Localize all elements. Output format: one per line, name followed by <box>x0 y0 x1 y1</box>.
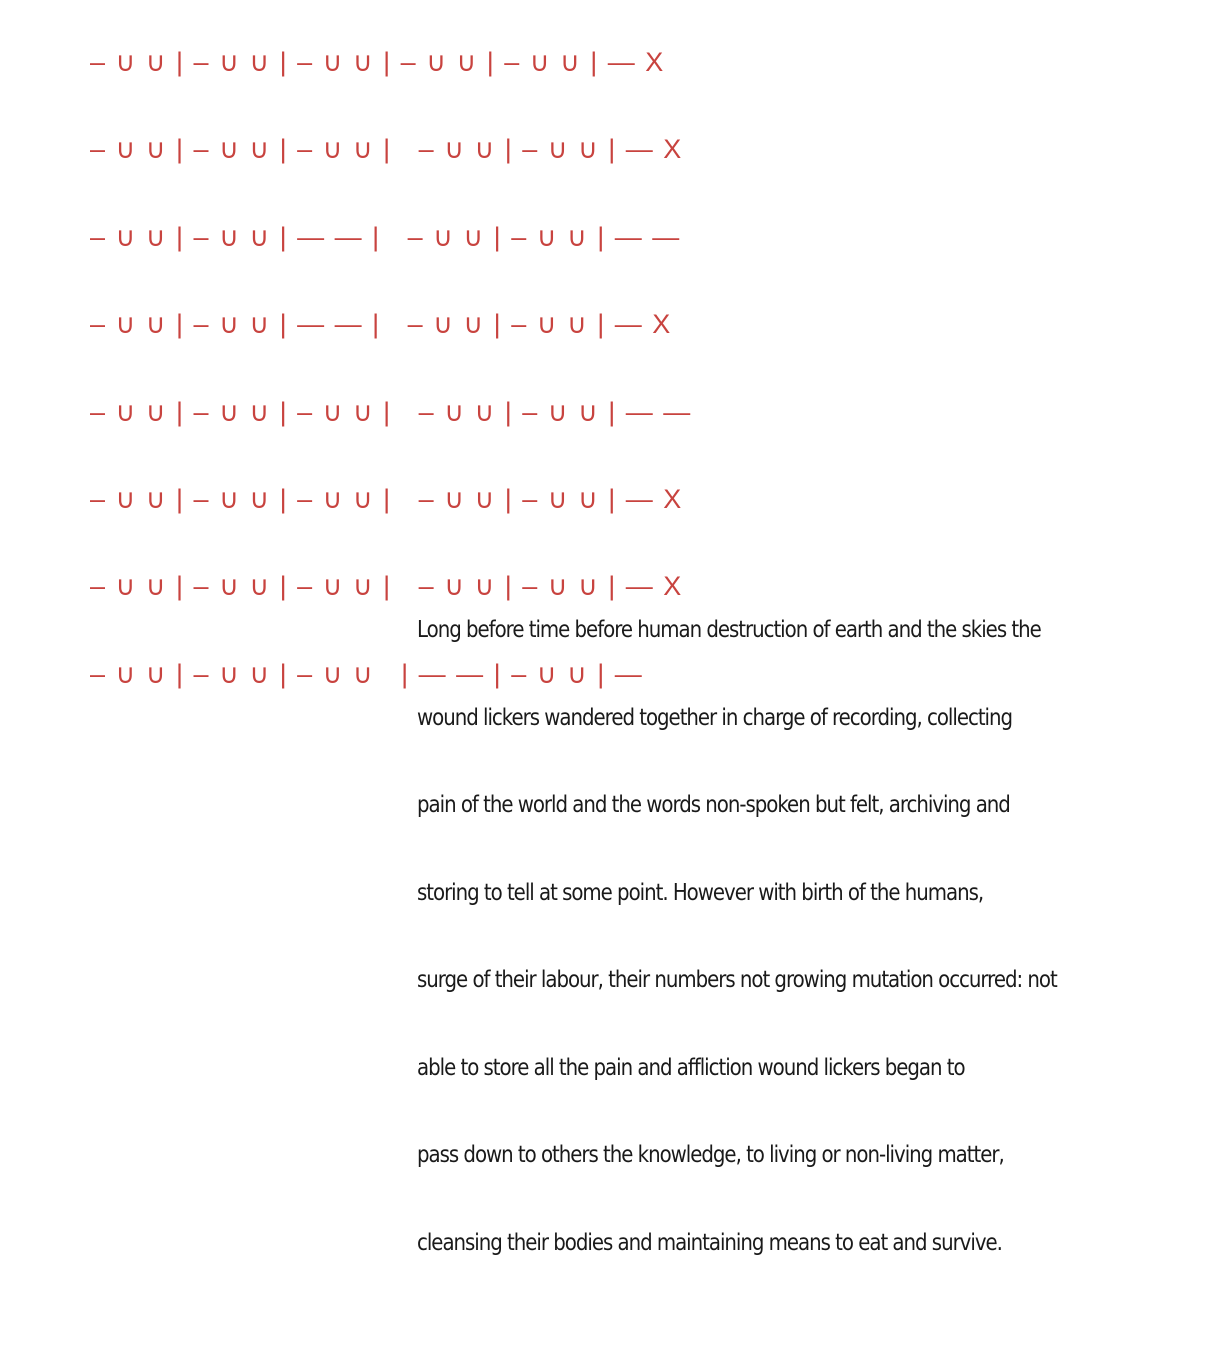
meter-line-4: – ∪ ∪ | – ∪ ∪ | — — | – ∪ ∪ | – ∪ ∪ | — X <box>90 309 672 339</box>
meter-line-2: – ∪ ∪ | – ∪ ∪ | – ∪ ∪ | – ∪ ∪ | – ∪ ∪ | — X <box>90 134 683 164</box>
meter-line-5: – ∪ ∪ | – ∪ ∪ | – ∪ ∪ | – ∪ ∪ | – ∪ ∪ | — — <box>90 397 692 427</box>
prose-line-3: pain of the world and the words non-spoken but felt, archiving and <box>417 792 1010 818</box>
prose-line-1: Long before time before human destruction of earth and the skies the <box>417 617 1041 643</box>
scansion-block <box>90 0 692 700</box>
meter-line-3: – ∪ ∪ | – ∪ ∪ | — — | – ∪ ∪ | – ∪ ∪ | — — <box>90 222 681 252</box>
prose-line-6: able to store all the pain and affliction wound lickers began to <box>417 1055 965 1081</box>
prose-line-8: cleansing their bodies and maintaining means to eat and survive. <box>417 1230 1002 1256</box>
prose-line-2: wound lickers wandered together in charge of recording, collecting <box>417 705 1013 731</box>
meter-line-8: – ∪ ∪ | – ∪ ∪ | – ∪ ∪ | — — | – ∪ ∪ | — <box>90 659 644 689</box>
meter-line-7: – ∪ ∪ | – ∪ ∪ | – ∪ ∪ | – ∪ ∪ | – ∪ ∪ | — X <box>90 571 683 601</box>
prose-line-4: storing to tell at some point. However with birth of the humans, <box>417 880 984 906</box>
prose-line-7: pass down to others the knowledge, to living or non-living matter, <box>417 1142 1004 1168</box>
meter-line-1: – ∪ ∪ | – ∪ ∪ | – ∪ ∪ | – ∪ ∪ | – ∪ ∪ | — X <box>90 47 665 77</box>
meter-line-6: – ∪ ∪ | – ∪ ∪ | – ∪ ∪ | – ∪ ∪ | – ∪ ∪ | — X <box>90 484 683 514</box>
prose-line-5: surge of their labour, their numbers not growing mutation occurred: not <box>417 967 1057 993</box>
